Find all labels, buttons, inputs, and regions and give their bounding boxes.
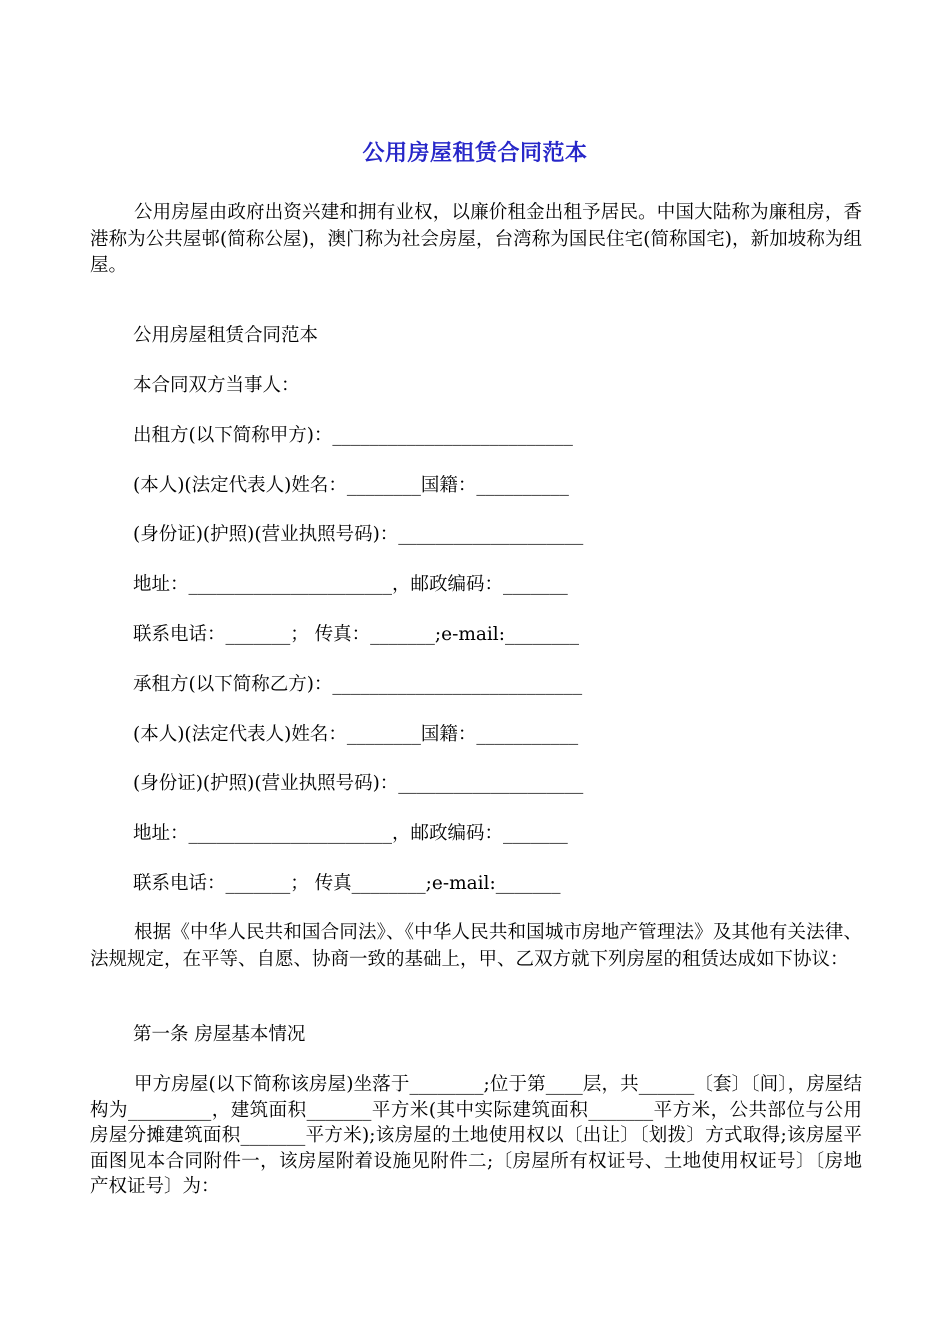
lessee-address-line: 地址：______________________，邮政编码：_______ <box>133 823 568 844</box>
contract-name-line: 公用房屋租赁合同范本 <box>133 325 319 346</box>
lessor-name-line: (本人)(法定代表人)姓名：________国籍：__________ <box>133 475 569 496</box>
lessor-contact-line: 联系电话：_______； 传真：_______;e-mail:________ <box>133 624 579 645</box>
basis-paragraph: 根据《中华人民共和国合同法》、《中华人民共和国城市房地产管理法》及其他有关法律、法规规定，在平等、自愿、协商一致的基础上，甲、乙双方就下列房屋的租赁达成如下协议： <box>90 922 862 970</box>
lessee-id-line: (身份证)(护照)(营业执照号码)：____________________ <box>133 773 584 794</box>
lessee-name-line: (本人)(法定代表人)姓名：________国籍：___________ <box>133 724 579 745</box>
lessee-contact-line: 联系电话：_______； 传真________;e-mail:_______ <box>133 873 561 894</box>
lessor-line: 出租方(以下简称甲方)：__________________________ <box>133 425 573 446</box>
lessor-id-line: (身份证)(护照)(营业执照号码)：____________________ <box>133 524 584 545</box>
document-title: 公用房屋租赁合同范本 <box>362 141 588 166</box>
parties-heading-line: 本合同双方当事人： <box>133 375 300 396</box>
article-1-body: 甲方房屋(以下简称该房屋)坐落于________;位于第____层，共______〔套〕〔间〕，房屋结构为_________，建筑面积_______平方米(其中实际建筑面积_______平方米，公共部位与公用房屋分摊建筑面积_______平方米);该房屋的土地使用权以〔出让〕〔划拨〕方式取得;该房屋平面图见本合同附件一，该房屋附着设施见附件二;〔房屋所有权证号、土地使用权证号〕〔房地产权证号〕为： <box>90 1074 862 1197</box>
intro-paragraph: 公用房屋由政府出资兴建和拥有业权，以廉价租金出租予居民。中国大陆称为廉租房，香港称为公共屋邨(简称公屋)，澳门称为社会房屋，台湾称为国民住宅(简称国宅)，新加坡称为组屋。 <box>90 202 862 276</box>
article-1-heading: 第一条 房屋基本情况 <box>133 1024 306 1045</box>
lessor-address-line: 地址：______________________，邮政编码：_______ <box>133 574 568 595</box>
lessee-line: 承租方(以下简称乙方)：___________________________ <box>133 674 583 695</box>
